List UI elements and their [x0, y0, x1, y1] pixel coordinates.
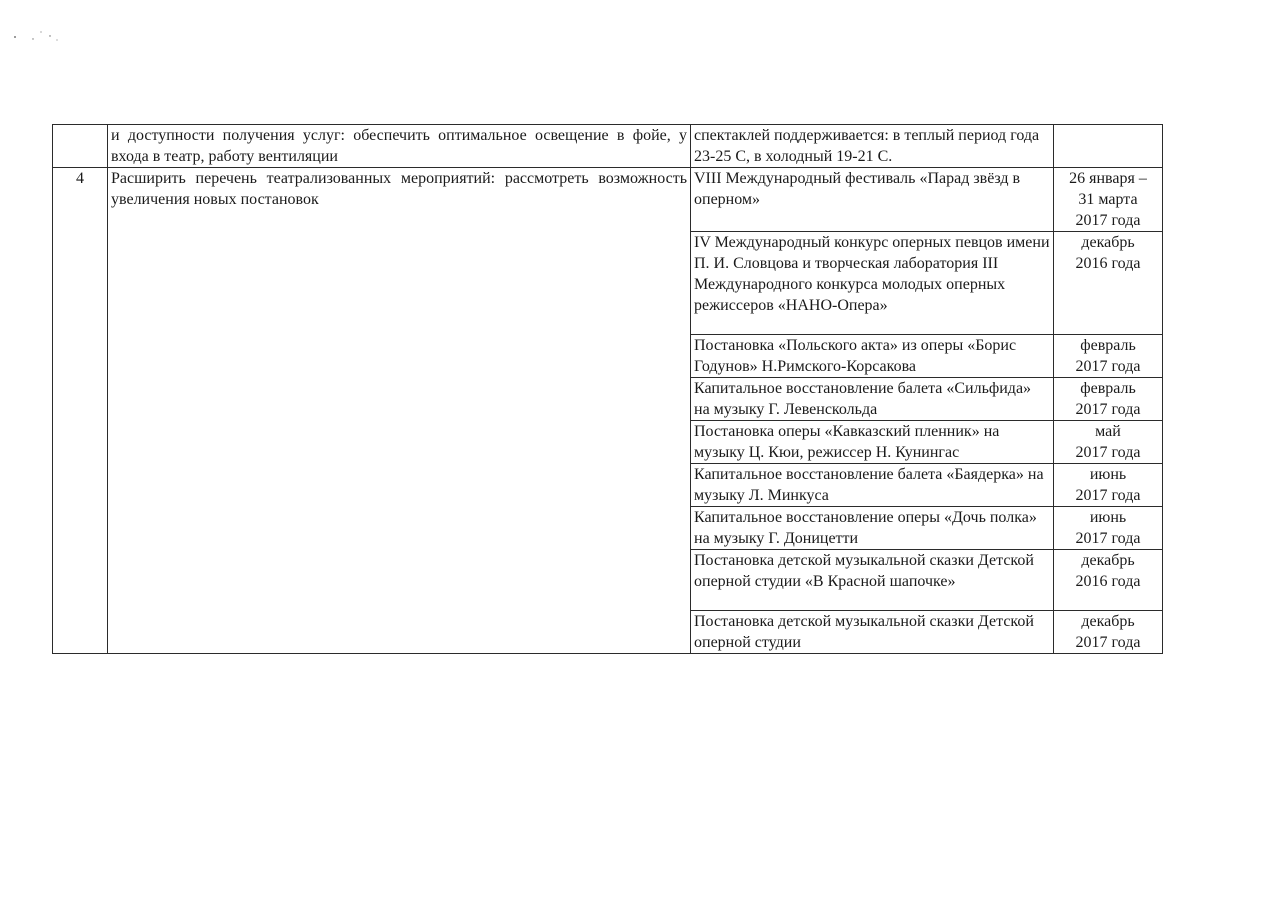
date-cell: февраль 2017 года: [1054, 378, 1163, 421]
event-cell: VIII Международный фестиваль «Парад звёзд в оперном»: [691, 168, 1054, 232]
event-cell: Постановка оперы «Кавказский пленник» на музыку Ц. Кюи, режиссер Н. Кунингас: [691, 421, 1054, 464]
event-cell: Капитальное восстановление оперы «Дочь полка» на музыку Г. Доницетти: [691, 507, 1054, 550]
task-text: и доступности получения услуг: обеспечить оптимальное освещение в фойе, у входа в театр, работу вентиляции: [111, 127, 687, 165]
table-row-continuation: [53, 125, 1163, 168]
date-cell: 26 января – 31 марта 2017 года: [1054, 168, 1163, 232]
task-cell: [108, 125, 691, 168]
event-cell: Постановка детской музыкальной сказки Детской оперной студии «В Красной шапочке»: [691, 550, 1054, 611]
event-cell: IV Международный конкурс оперных певцов имени П. И. Словцова и творческая лаборатория III Международного конкурса молодых оперных режиссеров «НАНО-Опера»: [691, 232, 1054, 335]
task-text: Расширить перечень театрализованных мероприятий: рассмотреть возможность увеличения новых постановок: [111, 170, 687, 208]
table-row: [53, 168, 1163, 232]
event-cell: Постановка детской музыкальной сказки Детской оперной студии: [691, 611, 1054, 654]
event-cell: Капитальное восстановление балета «Сильфида» на музыку Г. Левенскольда: [691, 378, 1054, 421]
task-cell: [108, 168, 691, 654]
event-cell: спектаклей поддерживается: в теплый период года 23-25 С, в холодный 19-21 С.: [691, 125, 1054, 168]
row-number-cell: [53, 125, 108, 168]
date-cell: декабрь 2016 года: [1054, 232, 1163, 335]
date-cell: февраль 2017 года: [1054, 335, 1163, 378]
row-number-cell: 4: [53, 168, 108, 654]
plan-table: [52, 124, 1163, 654]
date-cell: декабрь 2017 года: [1054, 611, 1163, 654]
date-cell: май 2017 года: [1054, 421, 1163, 464]
event-cell: Капитальное восстановление балета «Баядерка» на музыку Л. Минкуса: [691, 464, 1054, 507]
date-cell: июнь 2017 года: [1054, 507, 1163, 550]
date-cell: декабрь 2016 года: [1054, 550, 1163, 611]
scan-speck-mark: [12, 28, 62, 42]
event-cell: Постановка «Польского акта» из оперы «Борис Годунов» Н.Римского-Корсакова: [691, 335, 1054, 378]
date-cell: [1054, 125, 1163, 168]
date-cell: июнь 2017 года: [1054, 464, 1163, 507]
